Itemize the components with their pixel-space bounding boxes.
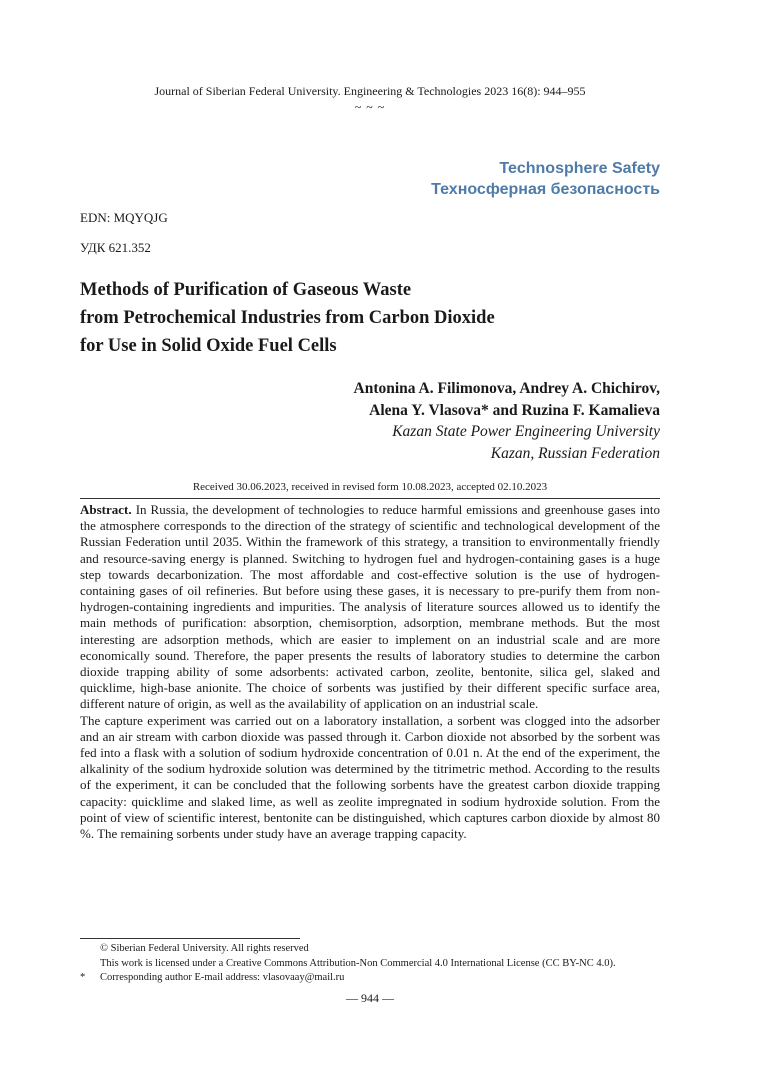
corresponding-author-note: Corresponding author E-mail address: vlasovaay@mail.ru xyxy=(100,972,345,983)
abstract-rule xyxy=(80,498,660,499)
footnote-star: * xyxy=(80,972,86,983)
authors-line-2: Alena Y. Vlasova* and Ruzina F. Kamalieva xyxy=(369,401,660,419)
section-title-ru: Техносферная безопасность xyxy=(431,181,660,198)
abstract-paragraph-2: The capture experiment was carried out on a laboratory installation, a sorbent was clogged into the adsorber and an air stream with carbon dioxide was passed through it. Carbon dioxide not absorbed by the sorbent was fed into a flask with a solution of sodium hydroxide concentration of 0.01 n. At the end of the experiment, the alkalinity of the sodium hydroxide solution was determined by the titrimetric method. According to the results of the experiment, it can be concluded that the following sorbents have the greatest carbon dioxide trapping capacity: quicklime and slaked lime, as well as zeolite impregnated in sodium hydroxide solution. From the point of view of scientific interest, bentonite can be distinguished, which captures carbon dioxide by almost 80 %. The remaining sorbents under study have an average trapping capacity. xyxy=(80,712,660,842)
affiliation-location: Kazan, Russian Federation xyxy=(490,444,660,462)
section-title-en: Technosphere Safety xyxy=(499,160,660,177)
authors-line-1: Antonina A. Filimonova, Andrey A. Chichirov, xyxy=(353,380,660,397)
abstract-label: Abstract. xyxy=(80,502,132,517)
section-heading xyxy=(431,158,660,200)
footnote-rule xyxy=(80,938,300,939)
license-note: This work is licensed under a Creative Commons Attribution-Non Commercial 4.0 International License (CC BY-NC 4.0). xyxy=(100,958,616,969)
copyright-note: © Siberian Federal University. All rights reserved xyxy=(100,943,309,954)
title-line-2: from Petrochemical Industries from Carbon Dioxide xyxy=(80,308,495,328)
title-line-3: for Use in Solid Oxide Fuel Cells xyxy=(80,336,337,356)
header-divider: ~ ~ ~ xyxy=(354,100,386,114)
edn-identifier: EDN: MQYQJG xyxy=(80,210,168,225)
abstract xyxy=(80,502,660,842)
paper-title xyxy=(80,276,640,360)
page-number: — 944 — xyxy=(346,991,394,1005)
abstract-text-1: In Russia, the development of technologies to reduce harmful emissions and greenhouse gases into the atmosphere corresponds to the direction of the strategy of scientific and technological development of the Russian Federation until 2035. Within the framework of this strategy, a transition to environmentally friendly and resource-saving energy is planned. Switching to hydrogen fuel and hydrogen-containing gases is a huge step towards decarbonization. The most affordable and cost-effective solution is the use of hydrogen-containing gases of oil refineries. But before using these gases, it is necessary to pre-purify them from non-hydrogen-containing ingredients and impurities. The analysis of literature sources allowed us to identify the main methods of purification: absorption, chemisorption, adsorption, membrane methods. But the most interesting are adsorption methods, which are easier to implement on an industrial scale and are more economically sound. Therefore, the paper presents the results of laboratory studies to determine the carbon dioxide trapping ability of some adsorbents: activated carbon, zeolite, bentonite, silica gel, slaked and quicklime, high-base anionite. The choice of sorbents was justified by their different specific surface area, different nature of origin, as well as the availability of application on an industrial scale. xyxy=(80,502,660,712)
abstract-paragraph-1 xyxy=(80,502,660,713)
journal-citation: Journal of Siberian Federal University. Engineering & Technologies 2023 16(8): 944–955 xyxy=(154,84,586,98)
received-dates: Received 30.06.2023, received in revised form 10.08.2023, accepted 02.10.2023 xyxy=(192,481,548,493)
author-block xyxy=(354,378,660,464)
udk-identifier: УДК 621.352 xyxy=(80,240,151,255)
affiliation: Kazan State Power Engineering University xyxy=(392,423,660,440)
title-line-1: Methods of Purification of Gaseous Waste xyxy=(80,280,412,300)
